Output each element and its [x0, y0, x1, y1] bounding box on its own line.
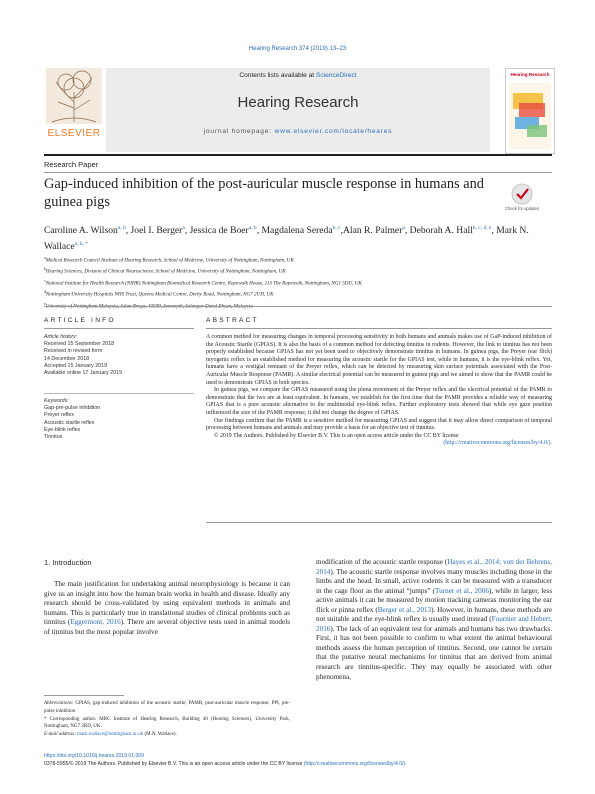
citation-link[interactable]: Hayes et al., 2014; von der Behrens, 2014	[316, 558, 552, 576]
affiliation-list	[44, 254, 554, 311]
footnotes	[44, 700, 290, 739]
abstract-paragraph: A common method for measuring changes in temporal processing sensitivity in both humans and animals makes use of GaP-induced inhibition of the Acoustic Startle (GPIAS). It is also the basis of a common method for detecting tinnitus in rodents. However, the link to tinnitus has not been properly established because GPIAS has not yet been used to objectively demonstrate tinnitus in humans. In guinea pigs, the Preyer (ear flick) myogenic reflex is an established method for measuring the acoustic startle for the GPIAS test, while in humans, it is the eye-blink reflex. Yet, humans have a vestigial remnant of the Preyer reflex, which can be detected by measuring skin surface potentials associated with the Post-Auricular Muscle Response (PAMR). A similar electrical potential can be measured in guinea pigs and we aimed to show that the PAMR could be used to demonstrate GPIAS in both species.	[206, 334, 552, 386]
info-rule	[44, 306, 552, 307]
author-affiliation-marker[interactable]: a	[182, 225, 185, 231]
affiliation-item: $^b$Hearing Sciences, Division of Clinical Neuroscience, School of Medicine, University of Nottingham, Nottingham, UK	[44, 267, 286, 276]
journal-cover-thumbnail	[505, 68, 555, 154]
body-column-right	[316, 558, 552, 682]
abstract-heading: ABSTRACT	[206, 317, 259, 324]
body-text: ), while in larger, less active animals it can be measured by motion tracking cameras monitoring the ear flick or pinna reflex (	[316, 586, 553, 614]
affiliation-item: $^d$Nottingham University Hospitals NHS Trust, Queens Medical Centre, Derby Road, Nottingham, NG7 2UH, UK	[44, 290, 274, 299]
author-separator: ,	[340, 225, 343, 237]
keyword-item: Preyer reflex	[44, 412, 75, 419]
article-history	[44, 334, 194, 377]
footer-license-link[interactable]: (http://creativecommons.org/licenses/by/4.0/).	[303, 760, 407, 767]
history-item: Accepted 15 January 2019	[44, 362, 108, 369]
author-separator: ,	[491, 225, 497, 237]
author-name[interactable]: Jessica de Boer	[189, 225, 249, 237]
cover-illustration	[509, 83, 551, 149]
author-affiliation-marker[interactable]: a, b, *	[74, 240, 89, 247]
body-text: ). However, in humans, these methods are not suitable and the eye-blink reflex is usually used instead (	[316, 605, 553, 624]
history-item: Received 15 September 2018	[44, 341, 115, 348]
citation-link[interactable]: Eggermont, 2016	[70, 618, 121, 627]
page-footer	[44, 753, 552, 768]
footnote-rule	[44, 695, 124, 696]
abstract-end-rule	[206, 522, 552, 523]
author-name[interactable]: Deborah A. Hall	[409, 225, 473, 237]
author-affiliation-marker[interactable]: b, c	[332, 225, 341, 231]
contents-prefix: Contents lists available at	[239, 72, 316, 79]
journal-title: Hearing Research	[237, 94, 359, 111]
keywords	[44, 398, 194, 441]
corresponding-author-footnote: * Corresponding author. MRC Institute of Hearing Research, Building 40 (Hearing Sciences), University Park, Nottingham, NG7 2RD, UK.	[44, 716, 290, 730]
article-info-heading: ARTICLE INFO	[44, 317, 116, 324]
homepage-link[interactable]: www.elsevier.com/locate/heares	[274, 128, 393, 135]
author-affiliation-marker[interactable]: a, b	[117, 225, 126, 231]
abbreviations-footnote: Abbreviations: GPIAS, gap-induced inhibition of the acoustic startle; PAMR, post-auricular muscle response; PPI, pre-pulse inhibition	[44, 701, 290, 714]
author-name[interactable]: Mark N. Wallace	[44, 225, 529, 252]
footer-license: 0378-5955/© 2019 The Authors. Published by Elsevier B.V. This is an open access article under the CC BY license (http://creativecommons.org/licenses/by/4.0/).	[44, 760, 407, 767]
doi-link[interactable]: https://doi.org/10.1016/j.heares.2019.01.009	[44, 753, 144, 759]
author-affiliation-marker[interactable]: a	[402, 225, 405, 231]
affiliation-item: e	[44, 301, 46, 306]
affiliation-item: $^c$National Institute for Health Research (NIHR) Nottingham Biomedical Research Centre, Ropewalk House, 113 The Ropewalk, Nottingham, NG1 5DU, UK	[44, 278, 362, 287]
citation-link[interactable]: Fournier and Hebert, 2016	[316, 615, 552, 633]
keyword-item: Tinnitus	[44, 434, 63, 441]
author-name[interactable]: Joel I. Berger	[130, 225, 183, 237]
keyword-item: Eye-blink reflex	[44, 426, 81, 433]
paper-title: Gap-induced inhibition of the post-auricular muscle response in humans and guinea pigs	[44, 176, 485, 210]
abstract-paragraph: Our findings confirm that the PAMR is a sensitive method for measuring GPIAS and suggest that it may allow direct comparison of temporal processing between humans and animals and may provide a basis for an objective test of tinnitus.	[206, 417, 552, 432]
introduction-heading: 1. Introduction	[44, 558, 92, 567]
history-item: Available online 17 January 2019	[44, 370, 122, 377]
body-column-left	[44, 580, 290, 637]
keyword-item: Gap-pre-pulse inhibition	[44, 405, 101, 412]
contents-line	[106, 72, 490, 79]
crossmark-icon[interactable]	[505, 182, 539, 218]
article-type: Research Paper	[44, 160, 99, 169]
author-separator: ,	[184, 225, 190, 237]
author-affiliation-marker[interactable]: b, c, d, e	[472, 225, 492, 231]
author-separator: ,	[125, 225, 131, 237]
journal-citation-link[interactable]: Hearing Research 374 (2019) 13–23	[248, 46, 347, 52]
abstract-paragraph: In guinea pigs, we compare the GPIAS measured using the pinna movement of the Preyer reflex and the electrical potential of the PAMR to demonstrate that the two are at least equivalent. In humans, we establish for the first time that the PAMR provides a reliable way of measuring GPIAS that is a pure acoustic alternative to the multimodal eye-blink reflex. Further exploratory tests showed that while eye gaze position influenced the size of the PAMR response, it did not change the degree of GPIAS.	[206, 387, 552, 416]
email-footnote: E-mail address: mark.wallace@nottingham.ac.uk (M.N. Wallace).	[44, 732, 177, 738]
history-item: Received in revised form	[44, 348, 103, 355]
header-rule	[44, 154, 552, 156]
homepage-prefix: journal homepage:	[203, 128, 275, 135]
abstract-rule	[206, 328, 552, 329]
crossmark-label: Check for updates	[505, 206, 539, 211]
abstract-body	[206, 334, 552, 448]
author-name[interactable]: Caroline A. Wilson	[44, 225, 118, 237]
history-item: 14 December 2018	[44, 355, 90, 362]
journal-homepage-line	[106, 128, 490, 135]
history-label: Article history:	[44, 334, 78, 340]
citation-link[interactable]: Berger et al., 2013	[377, 605, 432, 614]
abstract-copyright: © 2019 The Authors. Published by Elsevier B.V. This is an open access article under the CC BY license	[214, 432, 459, 439]
body-text: modification of the acoustic startle response (	[316, 558, 448, 566]
author-name[interactable]: Magdalena Sereda	[261, 225, 333, 237]
email-link[interactable]: mark.wallace@nottingham.ac.uk	[75, 732, 144, 738]
author-separator: ,	[404, 225, 410, 237]
license-link[interactable]: (http://creativecommons.org/licenses/by/4.0/).	[443, 440, 552, 447]
author-affiliation-marker[interactable]: a, b	[248, 225, 257, 231]
body-text: ). The lack of an equivalent test for animals and humans has two drawbacks. First, it has not been possible to confirm to what extent the animal behavioural methods assess the human perception of tinnitus. Second, one cannot be certain that the putative neural mechanisms for tinnitus that are derived from animal research are tinnitus-specific. They may equally be associated with other phenomena,	[316, 624, 552, 681]
sciencedirect-link[interactable]: ScienceDirect	[315, 72, 357, 79]
article-info-divider	[44, 393, 194, 394]
body-text: The main justification for undertaking animal neurophysiology is because it can give us an insight into how the human brain works in health and disease. Ideally any research should be cross-validated by using equivalent methods in animals and humans. This is particularly true in translational studies of clinical problems such as tinnitus (	[44, 580, 290, 627]
affiliation-item: $^a$Medical Research Council Institute of Hearing Research, School of Medicine, University of Nottingham, Nottingham, UK	[44, 256, 294, 264]
keyword-item: Acoustic startle reflex	[44, 419, 95, 426]
article-info-rule	[44, 328, 194, 329]
body-text: ). There are several objective tests used in animal models of tinnitus but the most popular involve	[44, 618, 290, 636]
cover-title: Hearing Research	[510, 72, 550, 77]
publisher-wordmark: ELSEVIER	[47, 128, 101, 139]
author-name[interactable]: Alan R. Palmer	[342, 225, 403, 237]
author-separator: ,	[256, 225, 262, 237]
author-list	[44, 222, 554, 253]
title-rule	[44, 172, 552, 173]
keywords-label: Keywords:	[44, 398, 69, 404]
citation-link[interactable]: Turner et al., 2006	[434, 586, 489, 595]
body-text: ). The acoustic startle response involves many muscles including those in the limbs and the head. In small, active rodents it can be measured with a transducer in the cage floor as the animal “jumps” (	[316, 567, 552, 595]
